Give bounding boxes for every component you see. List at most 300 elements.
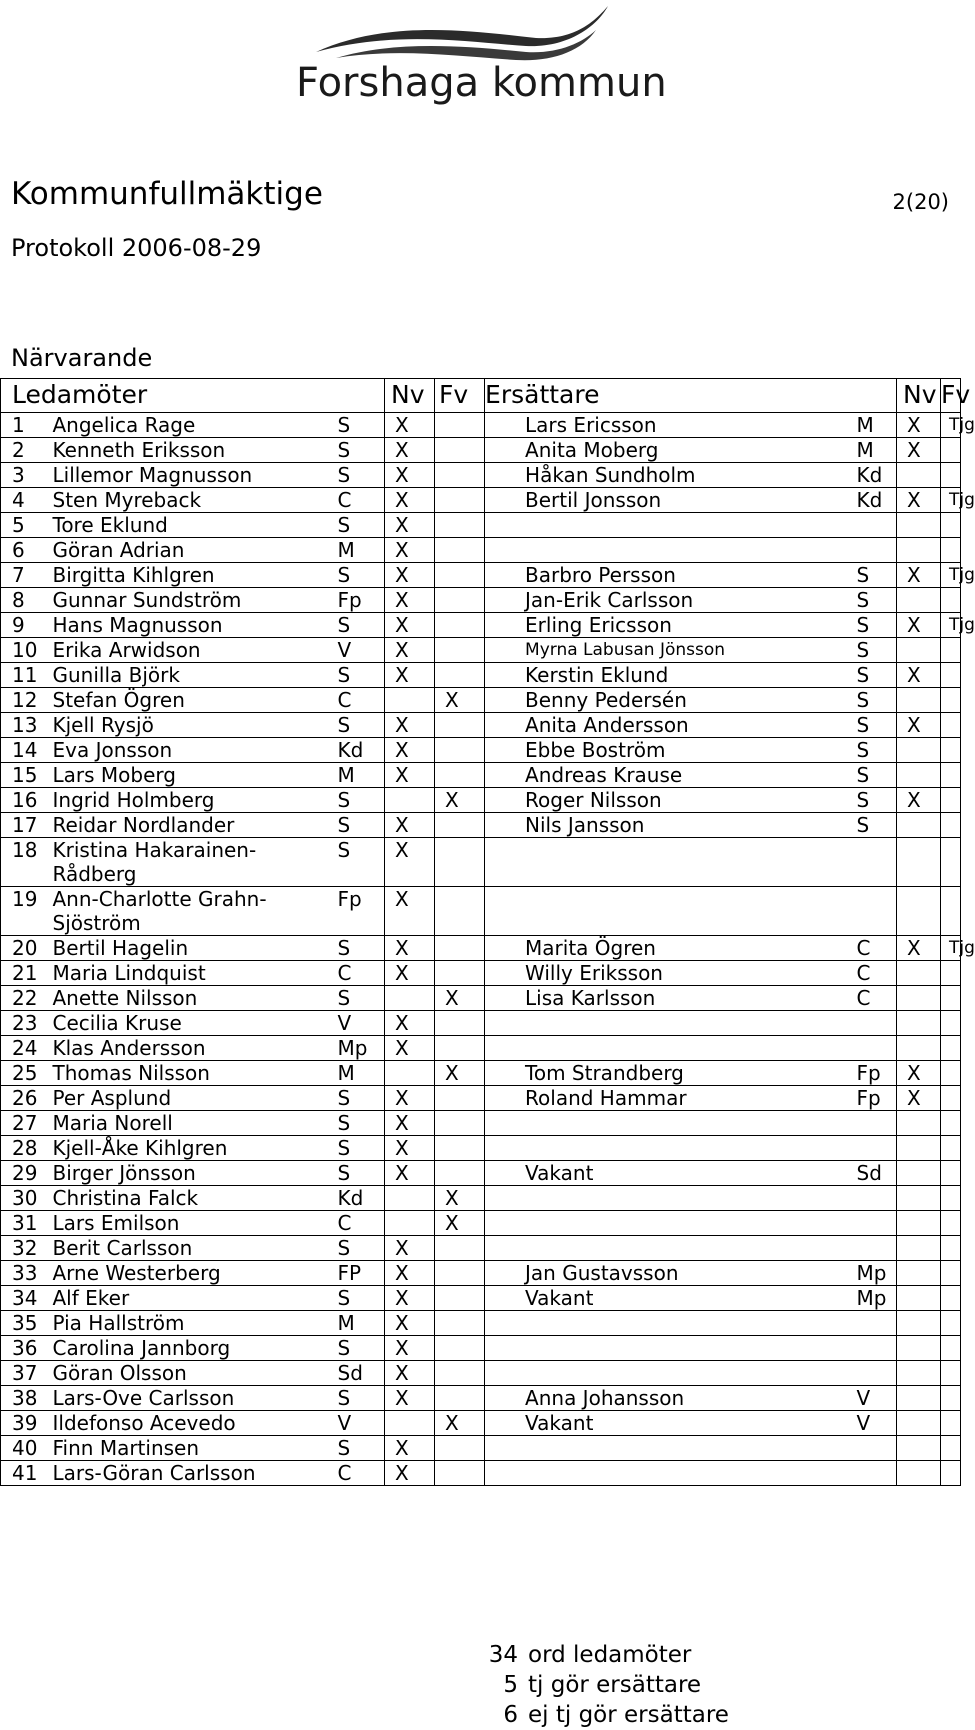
- table-row: [1, 1011, 961, 1036]
- member-number: 8: [1, 588, 49, 613]
- substitute-name: Willy Eriksson: [485, 961, 855, 986]
- table-row: [1, 663, 961, 688]
- substitute-fv: Tjg: [941, 413, 961, 438]
- member-number: 31: [1, 1211, 49, 1236]
- substitute-party: C: [855, 936, 897, 961]
- substitute-nv: [897, 1161, 941, 1186]
- substitute-name: [485, 1461, 855, 1486]
- member-name: Arne Westerberg: [49, 1261, 335, 1286]
- member-number: 32: [1, 1236, 49, 1261]
- member-name: Finn Martinsen: [49, 1436, 335, 1461]
- substitute-party: S: [855, 713, 897, 738]
- member-fv: [435, 1436, 485, 1461]
- substitute-party: S: [855, 688, 897, 713]
- substitute-name: [485, 1361, 855, 1386]
- substitute-party: [855, 1236, 897, 1261]
- substitute-party: [855, 513, 897, 538]
- member-name: Ingrid Holmberg: [49, 788, 335, 813]
- member-name: Stefan Ögren: [49, 688, 335, 713]
- member-party: S: [335, 1286, 385, 1311]
- member-fv: X: [435, 986, 485, 1011]
- substitute-name: Roger Nilsson: [485, 788, 855, 813]
- member-party: S: [335, 513, 385, 538]
- substitute-name: [485, 1186, 855, 1211]
- substitute-name: Marita Ögren: [485, 936, 855, 961]
- summary-count: 5: [503, 1672, 518, 1698]
- member-party: S: [335, 1386, 385, 1411]
- member-name: Lillemor Magnusson: [49, 463, 335, 488]
- substitute-nv: X: [897, 788, 941, 813]
- substitute-fv: [941, 538, 961, 563]
- member-fv: [435, 1236, 485, 1261]
- member-fv: [435, 813, 485, 838]
- member-name: Carolina Jannborg: [49, 1336, 335, 1361]
- member-name: Tore Eklund: [49, 513, 335, 538]
- table-row: [1, 1061, 961, 1086]
- table-row: [1, 1111, 961, 1136]
- member-name: Gunnar Sundström: [49, 588, 335, 613]
- member-number: 3: [1, 463, 49, 488]
- member-name: Reidar Nordlander: [49, 813, 335, 838]
- member-number: 38: [1, 1386, 49, 1411]
- substitute-nv: [897, 1011, 941, 1036]
- substitute-fv: [941, 788, 961, 813]
- member-number: 29: [1, 1161, 49, 1186]
- substitute-party: Mp: [855, 1286, 897, 1311]
- substitute-party: S: [855, 763, 897, 788]
- member-nv: X: [385, 663, 435, 688]
- substitute-name: [485, 1011, 855, 1036]
- member-party: S: [335, 438, 385, 463]
- member-party: C: [335, 488, 385, 513]
- page-number: 2(20): [892, 190, 949, 214]
- substitute-name: Vakant: [485, 1411, 855, 1436]
- member-name: Maria Norell: [49, 1111, 335, 1136]
- substitute-fv: [941, 1136, 961, 1161]
- substitute-name: Lisa Karlsson: [485, 986, 855, 1011]
- substitute-nv: X: [897, 663, 941, 688]
- table-row: [1, 1186, 961, 1211]
- member-nv: X: [385, 1136, 435, 1161]
- substitute-fv: [941, 588, 961, 613]
- substitute-nv: X: [897, 1061, 941, 1086]
- member-number: 1: [1, 413, 49, 438]
- substitute-nv: [897, 588, 941, 613]
- substitute-nv: X: [897, 413, 941, 438]
- substitute-party: S: [855, 738, 897, 763]
- member-party: S: [335, 1161, 385, 1186]
- substitute-fv: [941, 438, 961, 463]
- member-name: Berit Carlsson: [49, 1236, 335, 1261]
- summary: [488, 1640, 729, 1730]
- member-nv: X: [385, 613, 435, 638]
- table-row: [1, 838, 961, 887]
- member-name: Kjell-Åke Kihlgren: [49, 1136, 335, 1161]
- substitute-party: [855, 1211, 897, 1236]
- member-party: Kd: [335, 738, 385, 763]
- member-name: Alf Eker: [49, 1286, 335, 1311]
- member-fv: [435, 588, 485, 613]
- substitute-nv: [897, 1436, 941, 1461]
- substitute-name: Bertil Jonsson: [485, 488, 855, 513]
- member-party: S: [335, 986, 385, 1011]
- member-party: S: [335, 1236, 385, 1261]
- table-row: [1, 936, 961, 961]
- member-party: S: [335, 936, 385, 961]
- substitute-party: V: [855, 1386, 897, 1411]
- substitute-fv: [941, 813, 961, 838]
- member-name: Eva Jonsson: [49, 738, 335, 763]
- section-title: Närvarande: [11, 344, 153, 372]
- substitute-party: Sd: [855, 1161, 897, 1186]
- substitute-nv: [897, 1411, 941, 1436]
- member-name: Birger Jönsson: [49, 1161, 335, 1186]
- member-party: S: [335, 1111, 385, 1136]
- substitute-fv: [941, 1461, 961, 1486]
- member-party: V: [335, 1411, 385, 1436]
- substitute-name: Barbro Persson: [485, 563, 855, 588]
- substitute-name: Jan Gustavsson: [485, 1261, 855, 1286]
- substitute-fv: [941, 1436, 961, 1461]
- member-nv: X: [385, 1436, 435, 1461]
- substitute-party: Kd: [855, 488, 897, 513]
- substitute-nv: [897, 838, 941, 887]
- substitute-name: Håkan Sundholm: [485, 463, 855, 488]
- member-number: 23: [1, 1011, 49, 1036]
- substitute-nv: [897, 688, 941, 713]
- table-row: [1, 613, 961, 638]
- member-number: 18: [1, 838, 49, 887]
- member-number: 26: [1, 1086, 49, 1111]
- member-party: Kd: [335, 1186, 385, 1211]
- substitute-party: M: [855, 438, 897, 463]
- header-substitutes: Ersättare: [485, 379, 897, 413]
- member-fv: [435, 1286, 485, 1311]
- member-name: Pia Hallström: [49, 1311, 335, 1336]
- substitute-nv: [897, 638, 941, 663]
- substitute-name: Vakant: [485, 1286, 855, 1311]
- member-fv: X: [435, 1211, 485, 1236]
- member-fv: [435, 1036, 485, 1061]
- substitute-nv: X: [897, 936, 941, 961]
- member-number: 5: [1, 513, 49, 538]
- substitute-party: M: [855, 413, 897, 438]
- member-party: C: [335, 1461, 385, 1486]
- member-nv: X: [385, 1386, 435, 1411]
- substitute-party: [855, 1336, 897, 1361]
- substitute-party: S: [855, 588, 897, 613]
- member-party: V: [335, 1011, 385, 1036]
- member-nv: X: [385, 1261, 435, 1286]
- substitute-fv: [941, 738, 961, 763]
- table-row: [1, 563, 961, 588]
- table-row: [1, 513, 961, 538]
- member-party: C: [335, 688, 385, 713]
- member-fv: [435, 663, 485, 688]
- substitute-nv: [897, 1136, 941, 1161]
- member-name: Lars-Göran Carlsson: [49, 1461, 335, 1486]
- member-nv: [385, 1186, 435, 1211]
- substitute-nv: [897, 738, 941, 763]
- substitute-fv: Tjg: [941, 488, 961, 513]
- substitute-nv: [897, 1286, 941, 1311]
- member-party: Sd: [335, 1361, 385, 1386]
- member-name: Birgitta Kihlgren: [49, 563, 335, 588]
- member-nv: X: [385, 936, 435, 961]
- member-party: Fp: [335, 588, 385, 613]
- member-nv: X: [385, 1461, 435, 1486]
- substitute-name: [485, 513, 855, 538]
- member-number: 34: [1, 1286, 49, 1311]
- member-party: S: [335, 563, 385, 588]
- substitute-nv: [897, 1236, 941, 1261]
- member-name: Cecilia Kruse: [49, 1011, 335, 1036]
- substitute-fv: Tjg: [941, 936, 961, 961]
- member-nv: X: [385, 513, 435, 538]
- member-party: S: [335, 813, 385, 838]
- page-title: Kommunfullmäktige: [11, 176, 323, 212]
- substitute-party: Fp: [855, 1086, 897, 1111]
- substitute-fv: [941, 1386, 961, 1411]
- table-row: [1, 1461, 961, 1486]
- substitute-name: [485, 1211, 855, 1236]
- table-row: [1, 688, 961, 713]
- member-party: S: [335, 1086, 385, 1111]
- substitute-fv: [941, 1236, 961, 1261]
- summary-count: 6: [503, 1702, 518, 1728]
- member-party: M: [335, 1311, 385, 1336]
- member-fv: [435, 763, 485, 788]
- substitute-party: S: [855, 788, 897, 813]
- substitute-name: Vakant: [485, 1161, 855, 1186]
- substitute-fv: Tjg: [941, 563, 961, 588]
- member-nv: X: [385, 488, 435, 513]
- substitute-fv: [941, 1036, 961, 1061]
- member-number: 7: [1, 563, 49, 588]
- header-fv-2: Fv: [941, 379, 961, 413]
- summary-count: 34: [488, 1642, 518, 1668]
- substitute-fv: Tjg: [941, 613, 961, 638]
- member-nv: X: [385, 713, 435, 738]
- member-party: M: [335, 1061, 385, 1086]
- table-row: [1, 1161, 961, 1186]
- member-nv: X: [385, 1336, 435, 1361]
- member-name: Klas Andersson: [49, 1036, 335, 1061]
- member-number: 9: [1, 613, 49, 638]
- member-number: 30: [1, 1186, 49, 1211]
- summary-line: [488, 1700, 729, 1730]
- substitute-nv: [897, 1386, 941, 1411]
- member-nv: [385, 986, 435, 1011]
- member-fv: [435, 1011, 485, 1036]
- substitute-fv: [941, 1211, 961, 1236]
- table-row: [1, 986, 961, 1011]
- member-party: S: [335, 1436, 385, 1461]
- substitute-fv: [941, 838, 961, 887]
- substitute-name: Anna Johansson: [485, 1386, 855, 1411]
- member-nv: X: [385, 763, 435, 788]
- member-fv: [435, 1336, 485, 1361]
- member-name: Gunilla Björk: [49, 663, 335, 688]
- member-fv: X: [435, 1061, 485, 1086]
- substitute-fv: [941, 1311, 961, 1336]
- member-number: 37: [1, 1361, 49, 1386]
- member-nv: X: [385, 1361, 435, 1386]
- member-fv: X: [435, 1186, 485, 1211]
- substitute-fv: [941, 1161, 961, 1186]
- member-fv: [435, 1461, 485, 1486]
- substitute-fv: [941, 1186, 961, 1211]
- member-fv: X: [435, 1411, 485, 1436]
- substitute-fv: [941, 713, 961, 738]
- member-party: S: [335, 463, 385, 488]
- substitute-party: [855, 1036, 897, 1061]
- substitute-name: Jan-Erik Carlsson: [485, 588, 855, 613]
- member-nv: X: [385, 1036, 435, 1061]
- header-members: Ledamöter: [1, 379, 385, 413]
- member-number: 27: [1, 1111, 49, 1136]
- substitute-party: [855, 887, 897, 936]
- member-number: 10: [1, 638, 49, 663]
- table-row: [1, 1336, 961, 1361]
- substitute-party: S: [855, 613, 897, 638]
- member-nv: X: [385, 1161, 435, 1186]
- member-nv: X: [385, 961, 435, 986]
- substitute-party: C: [855, 986, 897, 1011]
- member-number: 2: [1, 438, 49, 463]
- member-nv: X: [385, 1236, 435, 1261]
- member-nv: X: [385, 1086, 435, 1111]
- table-row: [1, 538, 961, 563]
- member-name: Göran Olsson: [49, 1361, 335, 1386]
- substitute-fv: [941, 763, 961, 788]
- substitute-fv: [941, 1111, 961, 1136]
- member-party: V: [335, 638, 385, 663]
- member-fv: [435, 638, 485, 663]
- member-number: 11: [1, 663, 49, 688]
- member-nv: X: [385, 413, 435, 438]
- member-fv: X: [435, 788, 485, 813]
- member-nv: X: [385, 563, 435, 588]
- substitute-party: [855, 538, 897, 563]
- member-fv: [435, 1136, 485, 1161]
- member-party: FP: [335, 1261, 385, 1286]
- member-fv: [435, 1361, 485, 1386]
- substitute-name: Roland Hammar: [485, 1086, 855, 1111]
- member-number: 12: [1, 688, 49, 713]
- member-fv: [435, 1111, 485, 1136]
- substitute-nv: [897, 813, 941, 838]
- substitute-name: Tom Strandberg: [485, 1061, 855, 1086]
- substitute-party: [855, 1136, 897, 1161]
- table-row: [1, 638, 961, 663]
- table-row: [1, 488, 961, 513]
- logo: [296, 0, 667, 118]
- substitute-name: Myrna Labusan Jönsson: [485, 638, 855, 663]
- member-number: 33: [1, 1261, 49, 1286]
- member-fv: [435, 713, 485, 738]
- member-nv: [385, 1411, 435, 1436]
- member-nv: [385, 1211, 435, 1236]
- substitute-name: [485, 1111, 855, 1136]
- table-row: [1, 1286, 961, 1311]
- member-fv: X: [435, 688, 485, 713]
- member-nv: X: [385, 1311, 435, 1336]
- member-name: Bertil Hagelin: [49, 936, 335, 961]
- member-number: 6: [1, 538, 49, 563]
- table-row: [1, 1136, 961, 1161]
- member-nv: X: [385, 538, 435, 563]
- member-nv: X: [385, 838, 435, 887]
- substitute-party: S: [855, 813, 897, 838]
- substitute-fv: [941, 1336, 961, 1361]
- member-fv: [435, 563, 485, 588]
- member-party: S: [335, 613, 385, 638]
- substitute-name: [485, 1436, 855, 1461]
- table-row: [1, 813, 961, 838]
- substitute-party: [855, 838, 897, 887]
- table-row: [1, 1411, 961, 1436]
- member-fv: [435, 438, 485, 463]
- substitute-name: Ebbe Boström: [485, 738, 855, 763]
- member-fv: [435, 838, 485, 887]
- member-fv: [435, 1261, 485, 1286]
- member-nv: X: [385, 1011, 435, 1036]
- substitute-nv: [897, 463, 941, 488]
- substitute-name: [485, 838, 855, 887]
- member-party: S: [335, 788, 385, 813]
- substitute-name: Lars Ericsson: [485, 413, 855, 438]
- organization-name: Forshaga kommun: [296, 60, 667, 106]
- member-fv: [435, 463, 485, 488]
- substitute-name: [485, 1036, 855, 1061]
- member-name: Ann-Charlotte Grahn-Sjöström: [49, 887, 335, 936]
- summary-line: [488, 1670, 729, 1700]
- summary-label: ej tj gör ersättare: [528, 1702, 729, 1728]
- member-fv: [435, 936, 485, 961]
- table-row: [1, 738, 961, 763]
- substitute-nv: [897, 1336, 941, 1361]
- substitute-party: S: [855, 563, 897, 588]
- substitute-party: [855, 1436, 897, 1461]
- substitute-name: [485, 1136, 855, 1161]
- member-name: Hans Magnusson: [49, 613, 335, 638]
- substitute-name: [485, 1236, 855, 1261]
- member-fv: [435, 961, 485, 986]
- member-nv: [385, 688, 435, 713]
- member-nv: X: [385, 588, 435, 613]
- substitute-party: V: [855, 1411, 897, 1436]
- member-party: Fp: [335, 887, 385, 936]
- substitute-name: [485, 1311, 855, 1336]
- substitute-nv: [897, 986, 941, 1011]
- member-nv: X: [385, 1111, 435, 1136]
- member-fv: [435, 1161, 485, 1186]
- substitute-fv: [941, 1411, 961, 1436]
- member-nv: [385, 1061, 435, 1086]
- substitute-name: Anita Andersson: [485, 713, 855, 738]
- member-name: Göran Adrian: [49, 538, 335, 563]
- member-fv: [435, 1386, 485, 1411]
- substitute-party: [855, 1461, 897, 1486]
- substitute-nv: [897, 1461, 941, 1486]
- table-row: [1, 788, 961, 813]
- substitute-nv: X: [897, 1086, 941, 1111]
- summary-label: ord ledamöter: [528, 1642, 692, 1668]
- table-row: [1, 961, 961, 986]
- table-row: [1, 438, 961, 463]
- substitute-party: Mp: [855, 1261, 897, 1286]
